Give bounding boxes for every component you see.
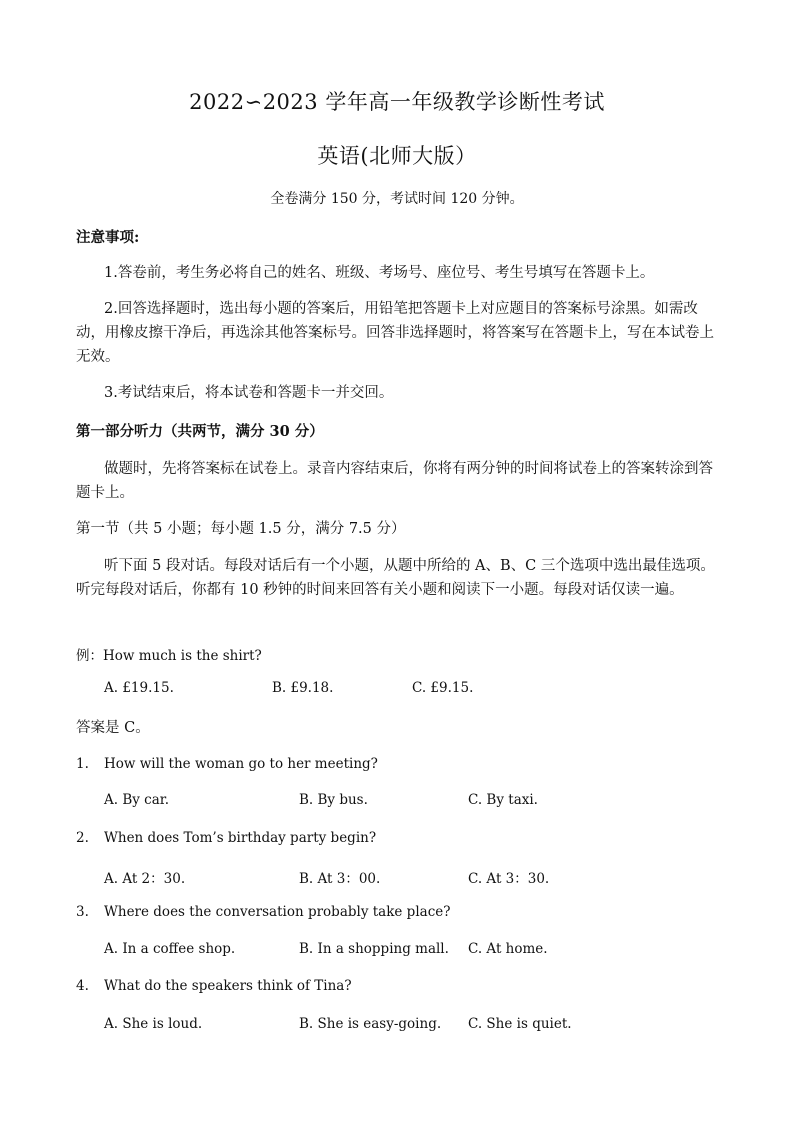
part1-heading: 第一部分听力（共两节，满分 30 分） <box>76 423 324 440</box>
option-c: C. She is quiet. <box>468 1016 572 1032</box>
option-c: C. At home. <box>468 941 548 957</box>
option-b: B. By bus. <box>299 792 368 808</box>
question-number: 3. <box>76 904 89 920</box>
option-a: A. She is loud. <box>104 1016 203 1032</box>
notice-item-3: 3.考试结束后，将本试卷和答题卡一并交回。 <box>104 385 394 401</box>
question-text: What do the speakers think of Tina? <box>104 978 352 994</box>
option-a: A. At 2：30. <box>104 871 186 887</box>
option-a: A. In a coffee shop. <box>104 941 236 957</box>
part1-instruction: 做题时，先将答案标在试卷上。录音内容结束后，你将有两分钟的时间将试卷上的答案转涂到答题卡上。 <box>76 461 713 501</box>
option-b: B. She is easy-going. <box>299 1016 442 1032</box>
notice-heading: 注意事项: <box>76 229 140 246</box>
option-b: B. At 3：00. <box>299 871 381 887</box>
exam-info: 全卷满分 150 分，考试时间 120 分钟。 <box>270 191 524 207</box>
notice-item-2: 2.回答选择题时，选出每小题的答案后，用铅笔把答题卡上对应题目的答案标号涂黑。如需改动，用橡皮擦干净后，再选涂其他答案标号。回答非选择题时，将答案写在答题卡上，写在本试卷上无效。 <box>76 301 714 365</box>
option-c: C. At 3：30. <box>468 871 550 887</box>
example-answer: 答案是 C。 <box>76 720 150 736</box>
question-text: How will the woman go to her meeting? <box>104 756 378 772</box>
question-number: 4. <box>76 978 89 994</box>
question-text: Where does the conversation probably take place? <box>104 904 451 920</box>
question-number: 2. <box>76 830 89 846</box>
exam-title: 2022∽2023 学年高一年级教学诊断性考试 <box>189 90 605 114</box>
section1-instruction: 听下面 5 段对话。每段对话后有一个小题，从题中所给的 A、B、C 三个选项中选出最佳选项。 听完每段对话后，你都有 10 秒钟的时间来回答有关小题和阅读下一小题。每段对话仅读一遍。 <box>76 558 715 598</box>
exam-subtitle: 英语(北师大版） <box>317 144 477 168</box>
example-option-a: A. £19.15. <box>104 680 174 696</box>
question-text: When does Tom’s birthday party begin? <box>104 830 377 846</box>
example-option-b: B. £9.18. <box>272 680 334 696</box>
option-b: B. In a shopping mall. <box>299 941 449 957</box>
example-option-c: C. £9.15. <box>412 680 474 696</box>
notice-item-1: 1.答卷前，考生务必将自己的姓名、班级、考场号、座位号、考生号填写在答题卡上。 <box>104 265 655 281</box>
option-a: A. By car. <box>104 792 170 808</box>
question-number: 1. <box>76 756 89 772</box>
section1-heading: 第一节（共 5 小题；每小题 1.5 分，满分 7.5 分） <box>76 521 406 537</box>
example-question: 例：How much is the shirt? <box>76 648 262 664</box>
option-c: C. By taxi. <box>468 792 538 808</box>
